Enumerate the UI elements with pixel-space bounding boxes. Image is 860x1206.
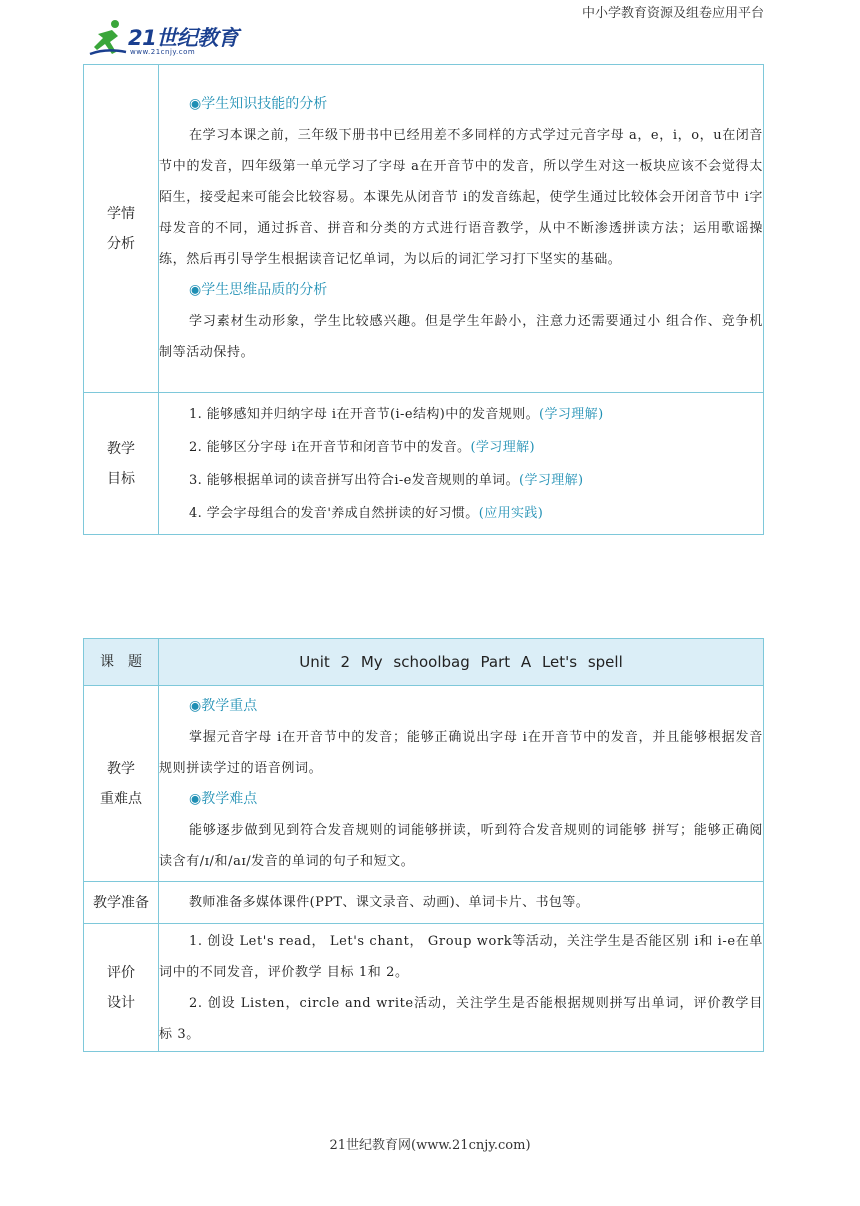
analysis-table [83,64,764,535]
goal-item: 4. 学会字母组合的发音'养成自然拼读的好习惯。(应用实践) [189,505,544,521]
section-text: 掌握元音字母 i在开音节中的发音；能够正确说出字母 i在开音节中的发音，并且能够根据发音规则拼读学过的语音例词。 [159,729,763,776]
title-label: 课 题 [84,639,159,686]
row-label: 评价 设计 [84,924,159,1052]
row-label: 教学 目标 [84,393,159,535]
prep-text: 教师准备多媒体课件(PPT、课文录音、动画)、单词卡片、书包等。 [189,895,590,910]
row-content [159,686,764,882]
goal-item: 3. 能够根据单词的读音拼写出符合i-e发音规则的单词。(学习理解) [189,472,584,488]
footer-text: 21世纪教育网(www.21cnjy.com) [329,1138,531,1153]
table-row [84,924,764,1052]
section-heading: ◉教学难点 [189,790,258,807]
table-row [84,686,764,882]
section-heading: ◉学生知识技能的分析 [189,96,328,112]
section-heading: ◉学生思维品质的分析 [189,282,328,298]
runner-logo-icon [88,18,128,60]
section-text: 学习素材生动形象，学生比较感兴趣。但是学生年龄小，注意力还需要通过小 组合作、竞争机制等活动保持。 [159,314,763,360]
row-content [159,882,764,924]
eval-item: 1. 创设 Let's read， Let's chant， Group work等活动，关注学生是否能区别 i和 i-e在单词中的不同发音，评价教学 目标 1和 2。 [159,933,763,980]
goal-item: 1. 能够感知并归纳字母 i在开音节(i-e结构)中的发音规则。(学习理解) [189,406,604,422]
section-heading: ◉教学重点 [189,697,258,714]
goal-item: 2. 能够区分字母 i在开音节和闭音节中的发音。(学习理解) [189,439,535,455]
lesson-title: Unit 2 My schoolbag Part A Let's spell [159,639,764,686]
section-text: 能够逐步做到见到符合发音规则的词能够拼读，听到符合发音规则的词能够 拼写；能够正确阅读含有/ɪ/和/aɪ/发音的单词的句子和短文。 [159,822,763,869]
section-text: 在学习本课之前，三年级下册书中已经用差不多同样的方式学过元音字母 a，e，i，o，u在闭音节中的发音，四年级第一单元学习了字母 a在开音节中的发音，所以学生对这一板块应该不会觉得太陌生，接受起来可能会比较容易。本课先从闭音节 i的发音练起，使学生通过比较体会开闭音节中 i字母发音的不同，通过拆音、拼音和分类的方式进行语音教学，从中不断渗透拼读方法；运用歌谣操练，然后再引导学生根据读音记忆单词，为以后的词汇学习打下坚实的基础。 [159,128,763,267]
logo-text: 21世纪教育 [128,26,239,50]
table-row [84,639,764,686]
row-label: 学情 分析 [84,65,159,393]
table-row [84,882,764,924]
lesson-table [83,638,764,1052]
row-content [159,393,764,535]
platform-name: 中小学教育资源及组卷应用平台 [581,6,764,21]
logo [88,18,258,60]
row-label: 教学 重难点 [84,686,159,882]
logo-url: www.21cnjy.com [130,48,196,56]
row-content [159,65,764,393]
table-row [84,393,764,535]
row-content [159,924,764,1052]
eval-item: 2. 创设 Listen，circle and write活动，关注学生是否能根据规则拼写出单词，评价教学目标 3。 [159,995,763,1042]
row-label: 教学准备 [84,882,159,924]
table-row [84,65,764,393]
